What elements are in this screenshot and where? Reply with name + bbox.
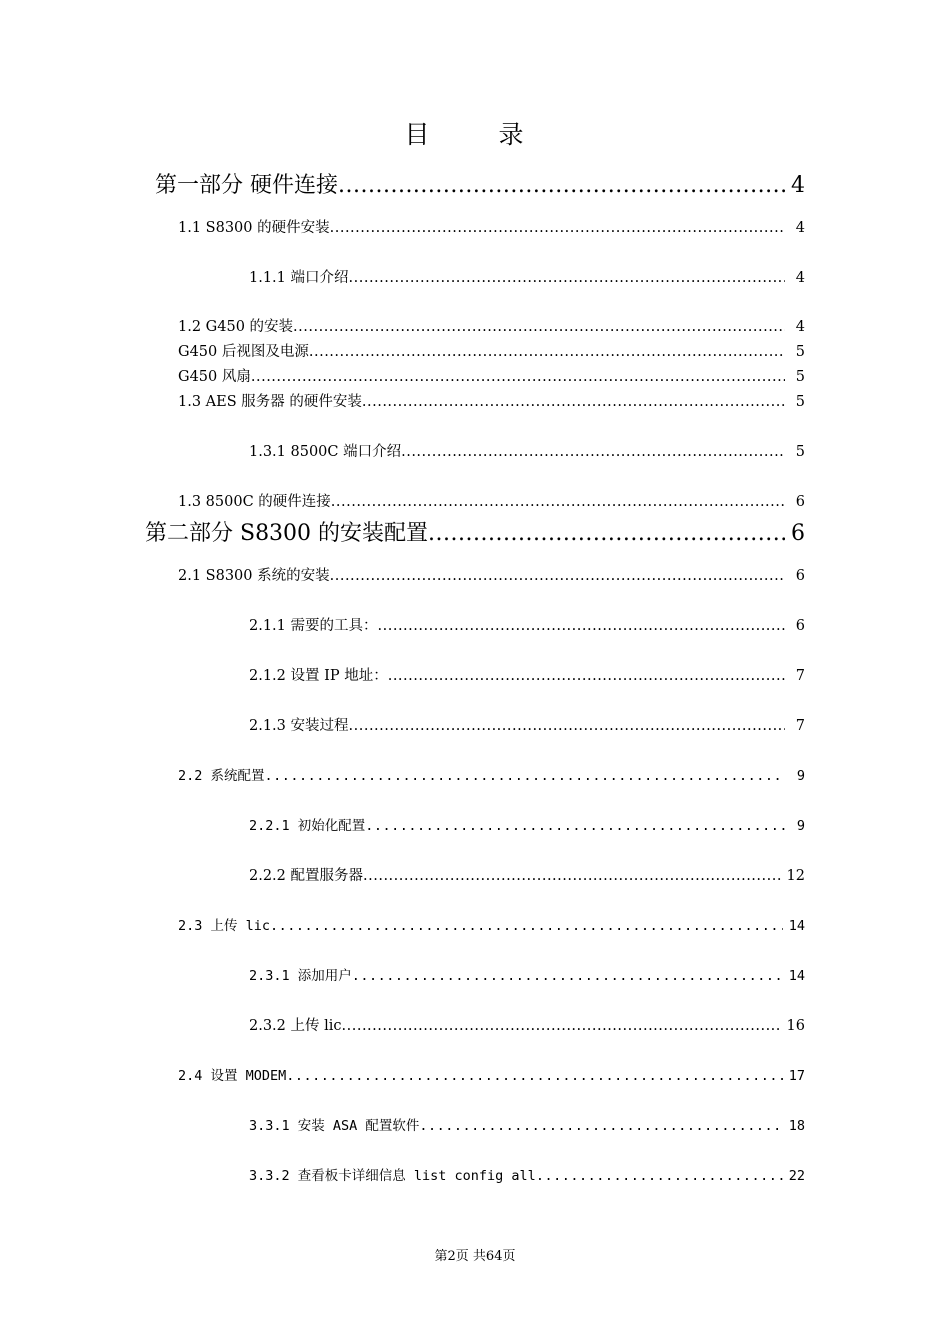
toc-entry-page: 6 xyxy=(795,568,805,584)
toc-leader xyxy=(378,616,785,636)
toc-entry[interactable] xyxy=(249,1016,805,1036)
toc-entry-label: 2.2.2 配置服务器 xyxy=(249,868,364,884)
toc-entry-label: G450 风扇 xyxy=(178,369,251,385)
toc-leader xyxy=(265,766,785,786)
toc-entry-page: 5 xyxy=(795,444,805,460)
toc-entry-page: 17 xyxy=(788,1068,805,1084)
toc-leader xyxy=(330,218,785,238)
toc-entry[interactable] xyxy=(249,1116,805,1136)
toc-leader xyxy=(309,342,785,362)
toc-leader xyxy=(338,172,785,200)
toc-entry-page: 14 xyxy=(788,968,805,984)
toc-leader xyxy=(342,1016,781,1036)
toc-entry-page: 7 xyxy=(795,718,805,734)
toc-leader xyxy=(349,268,785,288)
toc-leader xyxy=(428,520,785,548)
toc-entry[interactable] xyxy=(249,816,805,836)
toc-entry-label: 第二部分 S8300 的安装配置 xyxy=(145,521,429,546)
toc-entry-page: 4 xyxy=(795,220,805,236)
toc-entry-label: 1.1.1 端口介绍 xyxy=(249,270,349,286)
toc-entry-page: 5 xyxy=(795,394,805,410)
toc-entry[interactable] xyxy=(178,392,805,412)
toc-leader xyxy=(270,916,783,936)
toc-leader xyxy=(352,966,783,986)
toc-leader xyxy=(349,716,785,736)
toc-entry-label: 2.1.3 安装过程 xyxy=(249,718,349,734)
toc-entry-label: 1.1 S8300 的硬件安装 xyxy=(178,220,330,236)
toc-leader xyxy=(401,442,785,462)
toc-entry[interactable] xyxy=(178,766,805,786)
toc-entry-page: 4 xyxy=(791,173,805,198)
toc-entry-page: 4 xyxy=(795,270,805,286)
toc-entry-page: 9 xyxy=(796,768,805,784)
toc-leader xyxy=(293,317,785,337)
toc-entry-label: 3.3.1 安装 ASA 配置软件 xyxy=(249,1118,420,1134)
toc-entry[interactable] xyxy=(249,616,805,636)
toc-entry[interactable] xyxy=(249,966,805,986)
toc-entry-label: 2.2.1 初始化配置 xyxy=(249,818,366,834)
toc-leader xyxy=(419,1116,782,1136)
toc-entry-label: 2.3.1 添加用户 xyxy=(249,968,352,984)
toc-entry-label: 第一部分 硬件连接 xyxy=(155,173,338,198)
toc-entry-page: 7 xyxy=(795,668,805,684)
toc-entry-label: G450 后视图及电源 xyxy=(178,344,309,360)
toc-entry[interactable] xyxy=(249,866,805,886)
toc-leader xyxy=(536,1166,783,1186)
toc-entry[interactable] xyxy=(178,342,805,362)
toc-entry-page: 6 xyxy=(791,521,805,546)
toc-entry[interactable] xyxy=(178,367,805,387)
toc-entry-label: 2.2 系统配置 xyxy=(178,768,265,784)
toc-entry-label: 2.3 上传 lic xyxy=(178,918,271,934)
toc-entry[interactable] xyxy=(178,1066,805,1086)
toc-entry-label: 2.3.2 上传 lic xyxy=(249,1018,342,1034)
toc-entry[interactable] xyxy=(249,442,805,462)
toc-entry[interactable] xyxy=(249,268,805,288)
toc-leader xyxy=(362,392,785,412)
toc-entry[interactable] xyxy=(145,520,805,548)
toc-entry[interactable] xyxy=(249,666,805,686)
toc-entry-label: 3.3.2 查看板卡详细信息 list config all xyxy=(249,1168,536,1184)
page-footer: 第2页 共64页 xyxy=(434,1249,516,1264)
toc-entry[interactable] xyxy=(178,317,805,337)
toc-entry-label: 1.3 8500C 的硬件连接 xyxy=(178,494,331,510)
toc-entry-page: 6 xyxy=(795,494,805,510)
toc-entry-page: 5 xyxy=(795,369,805,385)
toc-entry-page: 9 xyxy=(796,818,805,834)
toc-leader xyxy=(286,1066,782,1086)
toc-leader xyxy=(331,492,785,512)
toc-entry-label: 2.1.1 需要的工具： xyxy=(249,618,378,634)
toc-entry-page: 18 xyxy=(788,1118,805,1134)
toc-leader xyxy=(251,367,785,387)
toc-title: 目 录 xyxy=(404,120,546,149)
toc-entry-page: 22 xyxy=(788,1168,805,1184)
toc-leader xyxy=(330,566,785,586)
toc-entry-label: 2.1.2 设置 IP 地址： xyxy=(249,668,388,684)
toc-entry-page: 6 xyxy=(795,618,805,634)
toc-entry-label: 2.4 设置 MODEM xyxy=(178,1068,287,1084)
toc-entry-label: 1.3.1 8500C 端口介绍 xyxy=(249,444,402,460)
toc-entry-label: 2.1 S8300 系统的安装 xyxy=(178,568,330,584)
toc-entry-label: 1.3 AES 服务器 的硬件安装 xyxy=(178,394,362,410)
toc-entry-page: 16 xyxy=(786,1018,805,1034)
toc-entry[interactable] xyxy=(249,1166,805,1186)
toc-entry[interactable] xyxy=(178,566,805,586)
toc-entry-label: 1.2 G450 的安装 xyxy=(178,319,294,335)
toc-leader xyxy=(388,666,785,686)
toc-leader xyxy=(365,816,785,836)
toc-entry-page: 12 xyxy=(786,868,805,884)
toc-entry-page: 5 xyxy=(795,344,805,360)
toc-leader xyxy=(363,866,781,886)
toc-entry[interactable] xyxy=(178,492,805,512)
toc-entry[interactable] xyxy=(249,716,805,736)
toc-entry-page: 14 xyxy=(788,918,805,934)
toc-entry-page: 4 xyxy=(795,319,805,335)
toc-entry[interactable] xyxy=(155,172,805,200)
toc-entry[interactable] xyxy=(178,218,805,238)
toc-entry[interactable] xyxy=(178,916,805,936)
